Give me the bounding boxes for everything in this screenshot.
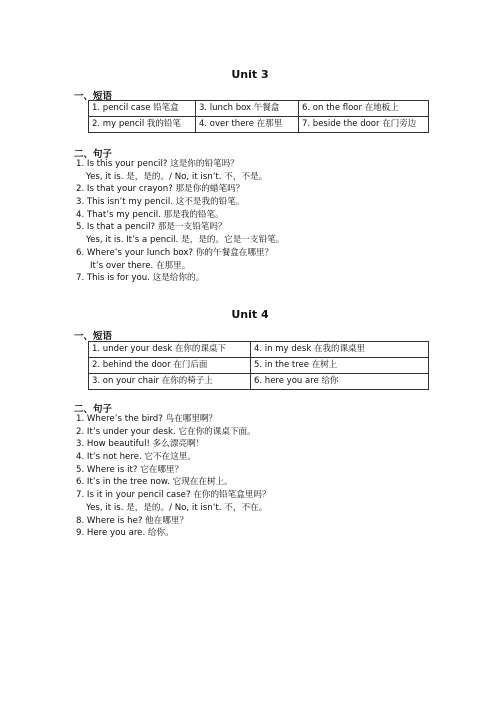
- unit4-sentences-heading: 二、句子: [74, 404, 113, 415]
- list-item: 3. This isn’t my pencil. 这不是我的铅笔。: [76, 197, 245, 208]
- table-row: [89, 101, 429, 117]
- list-item: 5. Is that a pencil? 那是一支铅笔吗？: [76, 222, 227, 233]
- list-item: 4. It’s not here. 它不在这里。: [76, 452, 196, 463]
- phrase-cell: 7. beside the door 在门旁边: [299, 117, 429, 133]
- list-item: Yes, it is. It’s a pencil. 是，是的。它是一支铅笔。: [86, 235, 285, 246]
- table-row: [89, 342, 429, 358]
- list-item: 2. Is that your crayon? 那是你的蜡笔吗？: [76, 184, 245, 195]
- list-item: 1. Is this your pencil? 这是你的铅笔吗？: [76, 159, 239, 169]
- list-item: 6. Where’s your lunch box? 你的午餐盒在哪里？: [76, 247, 274, 258]
- phrase-cell: 5. in the tree 在树上: [251, 358, 429, 374]
- list-item: Yes, it is. 是，是的。/ No, it isn’t. 不，不在。: [86, 502, 268, 513]
- list-item: 3. How beautiful! 多么漂亮啊！: [76, 439, 205, 450]
- unit3-phrases-table: [88, 100, 429, 133]
- unit3-title: Unit 3: [231, 68, 269, 81]
- phrase-cell: 3. on your chair 在你的椅子上: [89, 374, 251, 390]
- list-item: 8. Where is he? 他在哪里？: [76, 515, 189, 526]
- phrase-cell: 1. pencil case 铅笔盒: [89, 101, 196, 117]
- phrase-cell: 4. over there 在那里: [196, 117, 299, 133]
- unit4-phrases-table: [88, 341, 429, 390]
- phrase-cell: 4. in my desk 在我的课桌里: [251, 342, 429, 358]
- list-item: Yes, it is. 是，是的。/ No, it isn’t. 不，不是。: [86, 171, 268, 182]
- phrase-cell: 2. my pencil 我的铅笔: [89, 117, 196, 133]
- unit4-phrases-heading: 一、短语: [74, 331, 113, 342]
- phrase-cell: 6. here you are 给你: [251, 374, 429, 390]
- list-item: 5. Where is it? 它在哪里？: [76, 464, 184, 475]
- unit4-sentence-list: [76, 413, 271, 540]
- phrase-cell: 3. lunch box 午餐盒: [196, 101, 299, 117]
- list-item: 4. That’s my pencil. 那是我的铅笔。: [76, 209, 224, 220]
- list-item: 2. It’s under your desk. 它在你的课桌下面。: [76, 426, 256, 437]
- list-item: 7. Is it in your pencil case? 在你的铅笔盒里吗？: [76, 490, 271, 501]
- table-row: [89, 358, 429, 374]
- list-item: 7. This is for you. 这是给你的。: [76, 273, 205, 284]
- list-item: 1. Where’s the bird? 鸟在哪里啊？: [76, 414, 218, 424]
- phrase-cell: 6. on the floor 在地板上: [299, 101, 429, 117]
- list-item: 9. Here you are. 给你。: [76, 528, 174, 539]
- unit3-phrases-heading: 一、短语: [74, 91, 113, 102]
- phrase-cell: 1. under your desk 在你的课桌下: [89, 342, 251, 358]
- unit3-sentences-heading: 二、句子: [74, 149, 113, 160]
- unit3-sentence-list: [76, 158, 284, 285]
- table-row: [89, 374, 429, 390]
- unit4-title: Unit 4: [231, 308, 269, 321]
- list-item: 6. It’s in the tree now. 它现在在树上。: [76, 477, 233, 488]
- phrase-cell: 2. behind the door 在门后面: [89, 358, 251, 374]
- table-row: [89, 117, 429, 133]
- list-item: It’s over there. 在那里。: [90, 260, 191, 271]
